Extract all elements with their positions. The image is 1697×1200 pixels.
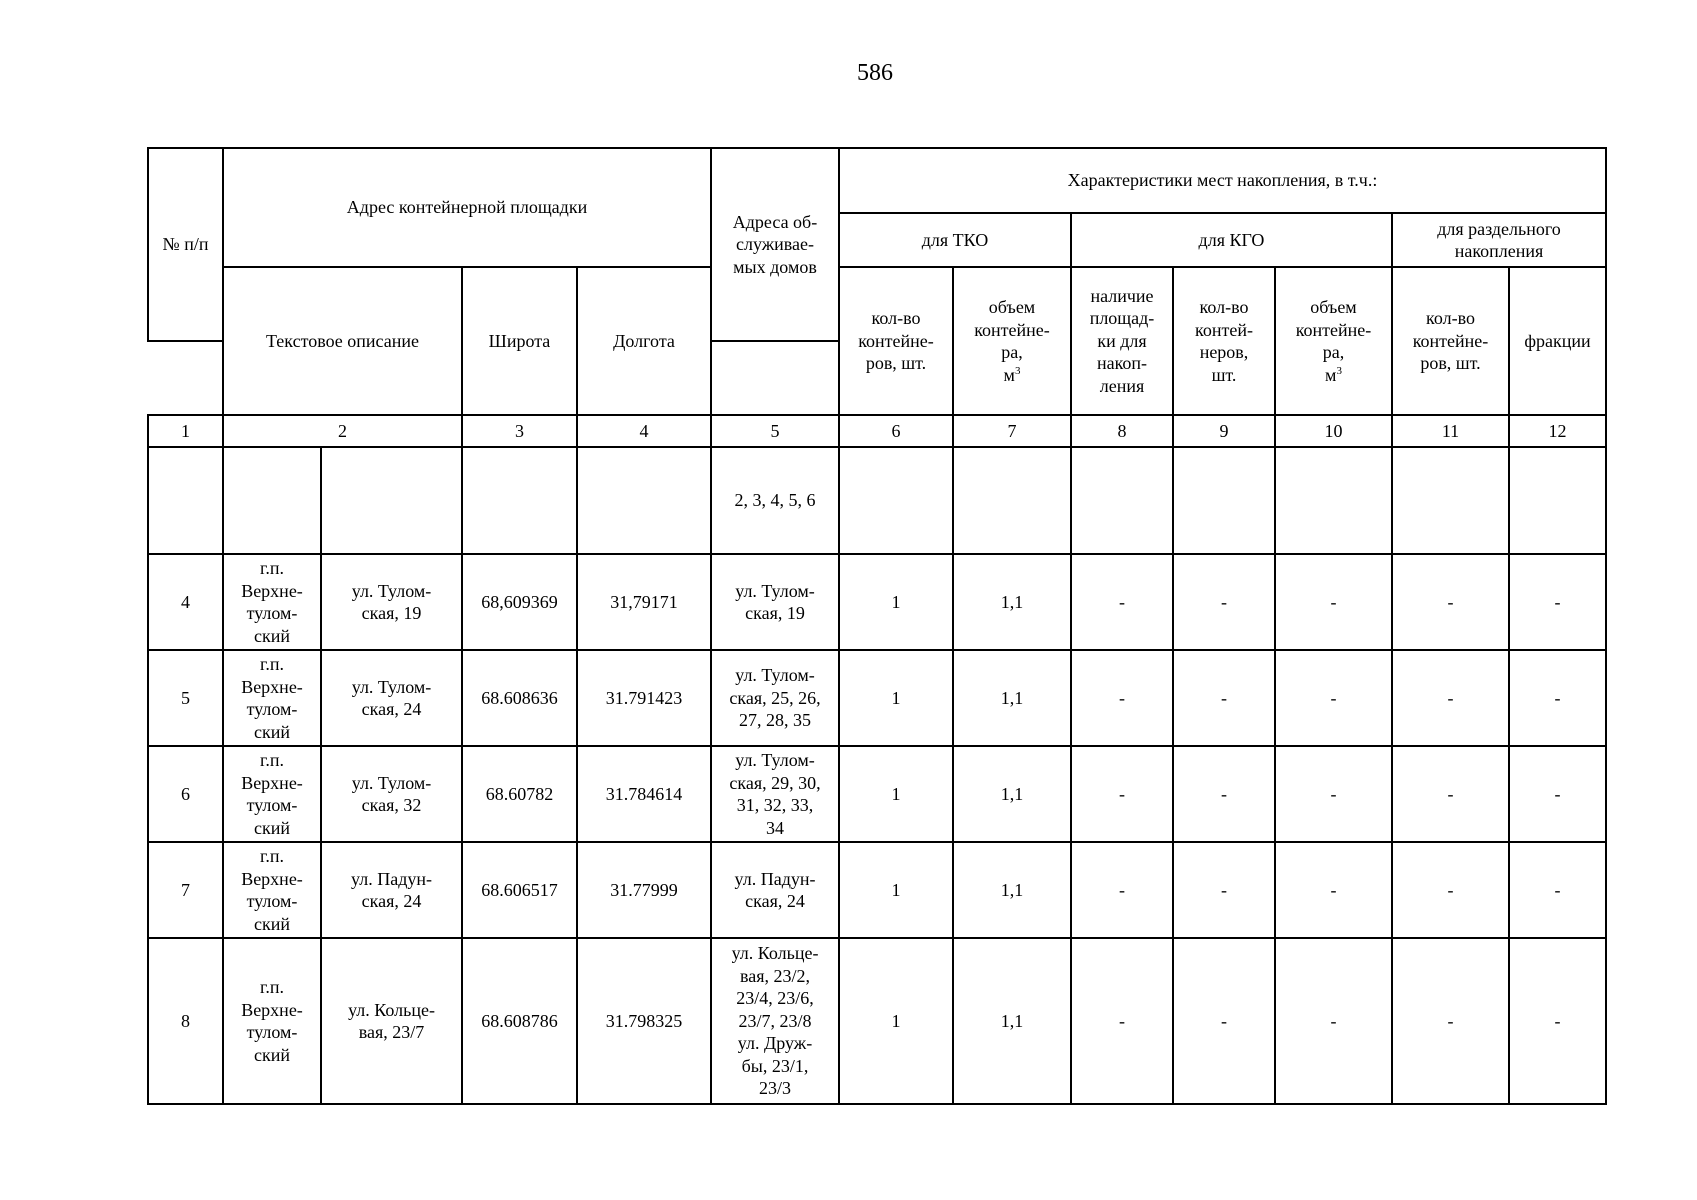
cell-lat bbox=[462, 447, 577, 554]
header-text-description: Текстовое описание bbox=[223, 267, 462, 415]
header-served-addresses: Адреса об- служивае- мых домов bbox=[711, 148, 839, 341]
cell-c12: - bbox=[1509, 554, 1606, 650]
header-kgo-volume: объем контейне- ра, $м^3$ bbox=[1275, 267, 1392, 415]
cell-c10 bbox=[1275, 447, 1392, 554]
cell-num: 4 bbox=[148, 554, 223, 650]
cell-lat: 68,609369 bbox=[462, 554, 577, 650]
header-kgo: для КГО bbox=[1071, 213, 1392, 267]
cell-settlement: г.п. Верхне- тулом- ский bbox=[223, 746, 321, 842]
column-number: 4 bbox=[577, 415, 711, 447]
column-number: 1 bbox=[148, 415, 223, 447]
cell-settlement: г.п. Верхне- тулом- ский bbox=[223, 554, 321, 650]
cell-c8: - bbox=[1071, 842, 1173, 938]
cell-c10: - bbox=[1275, 650, 1392, 746]
cell-c9: - bbox=[1173, 746, 1275, 842]
cell-c7: 1,1 bbox=[953, 746, 1071, 842]
cell-lon: 31.791423 bbox=[577, 650, 711, 746]
cell-lon: 31.77999 bbox=[577, 842, 711, 938]
cell-settlement: г.п. Верхне- тулом- ский bbox=[223, 650, 321, 746]
header-row bbox=[148, 148, 1606, 213]
header-latitude: Широта bbox=[462, 267, 577, 415]
cell-num: 7 bbox=[148, 842, 223, 938]
cell-street: ул. Тулом- ская, 32 bbox=[321, 746, 462, 842]
header-separate: для раздельного накопления bbox=[1392, 213, 1606, 267]
cell-c10: - bbox=[1275, 938, 1392, 1104]
cell-settlement: г.п. Верхне- тулом- ский bbox=[223, 938, 321, 1104]
cell-street bbox=[321, 447, 462, 554]
header-tko-count: кол-во контейне- ров, шт. bbox=[839, 267, 953, 415]
header-tko-volume: объем контейне- ра, $м^3$ bbox=[953, 267, 1071, 415]
table-row bbox=[148, 447, 1606, 554]
table-row bbox=[148, 746, 1606, 842]
cell-lon: 31.798325 bbox=[577, 938, 711, 1104]
cell-c8 bbox=[1071, 447, 1173, 554]
cell-street: ул. Падун- ская, 24 bbox=[321, 842, 462, 938]
table-row bbox=[148, 842, 1606, 938]
header-separate-count: кол-во контейне- ров, шт. bbox=[1392, 267, 1509, 415]
cell-c6: 1 bbox=[839, 938, 953, 1104]
cell-street: ул. Кольце- вая, 23/7 bbox=[321, 938, 462, 1104]
cell-c10: - bbox=[1275, 842, 1392, 938]
cell-lon: 31.784614 bbox=[577, 746, 711, 842]
cell-lat: 68.608786 bbox=[462, 938, 577, 1104]
header-num: № п/п bbox=[148, 148, 223, 341]
cell-lat: 68.606517 bbox=[462, 842, 577, 938]
header-kgo-count: кол-во контей- неров, шт. bbox=[1173, 267, 1275, 415]
header-longitude: Долгота bbox=[577, 267, 711, 415]
cell-num: 8 bbox=[148, 938, 223, 1104]
column-number: 5 bbox=[711, 415, 839, 447]
cell-c12: - bbox=[1509, 842, 1606, 938]
header-fractions: фракции bbox=[1509, 267, 1606, 415]
column-number-row bbox=[148, 415, 1606, 447]
cell-c6: 1 bbox=[839, 746, 953, 842]
cell-c7: 1,1 bbox=[953, 938, 1071, 1104]
column-number: 12 bbox=[1509, 415, 1606, 447]
column-number: 3 bbox=[462, 415, 577, 447]
cell-c7: 1,1 bbox=[953, 554, 1071, 650]
cell-served: ул. Тулом- ская, 19 bbox=[711, 554, 839, 650]
cell-num: 6 bbox=[148, 746, 223, 842]
cell-c12: - bbox=[1509, 650, 1606, 746]
cell-street: ул. Тулом- ская, 19 bbox=[321, 554, 462, 650]
cell-c11: - bbox=[1392, 650, 1509, 746]
column-number: 11 bbox=[1392, 415, 1509, 447]
cell-lon: 31,79171 bbox=[577, 554, 711, 650]
header-tko: для ТКО bbox=[839, 213, 1071, 267]
column-number: 6 bbox=[839, 415, 953, 447]
cell-c8: - bbox=[1071, 938, 1173, 1104]
cell-c10: - bbox=[1275, 746, 1392, 842]
cell-c6: 1 bbox=[839, 650, 953, 746]
cell-num: 5 bbox=[148, 650, 223, 746]
column-number: 2 bbox=[223, 415, 462, 447]
cell-lon bbox=[577, 447, 711, 554]
cell-c12: - bbox=[1509, 746, 1606, 842]
table-row bbox=[148, 650, 1606, 746]
cell-c8: - bbox=[1071, 746, 1173, 842]
cell-settlement: г.п. Верхне- тулом- ский bbox=[223, 842, 321, 938]
cell-c9: - bbox=[1173, 554, 1275, 650]
cell-c11: - bbox=[1392, 938, 1509, 1104]
cell-lat: 68.608636 bbox=[462, 650, 577, 746]
table-row bbox=[148, 554, 1606, 650]
cell-served: ул. Кольце- вая, 23/2, 23/4, 23/6, 23/7, 23/8 ул. Друж- бы, 23/1, 23/3 bbox=[711, 938, 839, 1104]
cell-c11: - bbox=[1392, 746, 1509, 842]
cell-c7: 1,1 bbox=[953, 842, 1071, 938]
cell-c12: - bbox=[1509, 938, 1606, 1104]
column-number: 8 bbox=[1071, 415, 1173, 447]
column-number: 9 bbox=[1173, 415, 1275, 447]
cell-c8: - bbox=[1071, 554, 1173, 650]
cell-c11 bbox=[1392, 447, 1509, 554]
header-characteristics: Характеристики мест накопления, в т.ч.: bbox=[839, 148, 1606, 213]
table-row bbox=[148, 938, 1606, 1104]
column-number: 10 bbox=[1275, 415, 1392, 447]
header-kgo-site: наличие площад- ки для накоп- ления bbox=[1071, 267, 1173, 415]
cell-c9: - bbox=[1173, 650, 1275, 746]
cell-c7: 1,1 bbox=[953, 650, 1071, 746]
container-sites-table bbox=[147, 147, 1607, 1105]
page-number: 586 bbox=[857, 60, 893, 86]
cell-served: ул. Тулом- ская, 25, 26, 27, 28, 35 bbox=[711, 650, 839, 746]
cell-settlement bbox=[223, 447, 321, 554]
cell-served: 2, 3, 4, 5, 6 bbox=[711, 447, 839, 554]
cell-num bbox=[148, 447, 223, 554]
cell-c11: - bbox=[1392, 842, 1509, 938]
cell-c11: - bbox=[1392, 554, 1509, 650]
cell-c9 bbox=[1173, 447, 1275, 554]
cell-c6: 1 bbox=[839, 554, 953, 650]
cell-lat: 68.60782 bbox=[462, 746, 577, 842]
header-row bbox=[148, 267, 1606, 341]
column-number: 7 bbox=[953, 415, 1071, 447]
cell-c9: - bbox=[1173, 938, 1275, 1104]
cell-c9: - bbox=[1173, 842, 1275, 938]
cell-c7 bbox=[953, 447, 1071, 554]
header-address-group: Адрес контейнерной площадки bbox=[223, 148, 711, 267]
cell-c6: 1 bbox=[839, 842, 953, 938]
cell-street: ул. Тулом- ская, 24 bbox=[321, 650, 462, 746]
cell-served: ул. Падун- ская, 24 bbox=[711, 842, 839, 938]
cell-c6 bbox=[839, 447, 953, 554]
cell-c8: - bbox=[1071, 650, 1173, 746]
cell-c12 bbox=[1509, 447, 1606, 554]
cell-c10: - bbox=[1275, 554, 1392, 650]
cell-served: ул. Тулом- ская, 29, 30, 31, 32, 33, 34 bbox=[711, 746, 839, 842]
